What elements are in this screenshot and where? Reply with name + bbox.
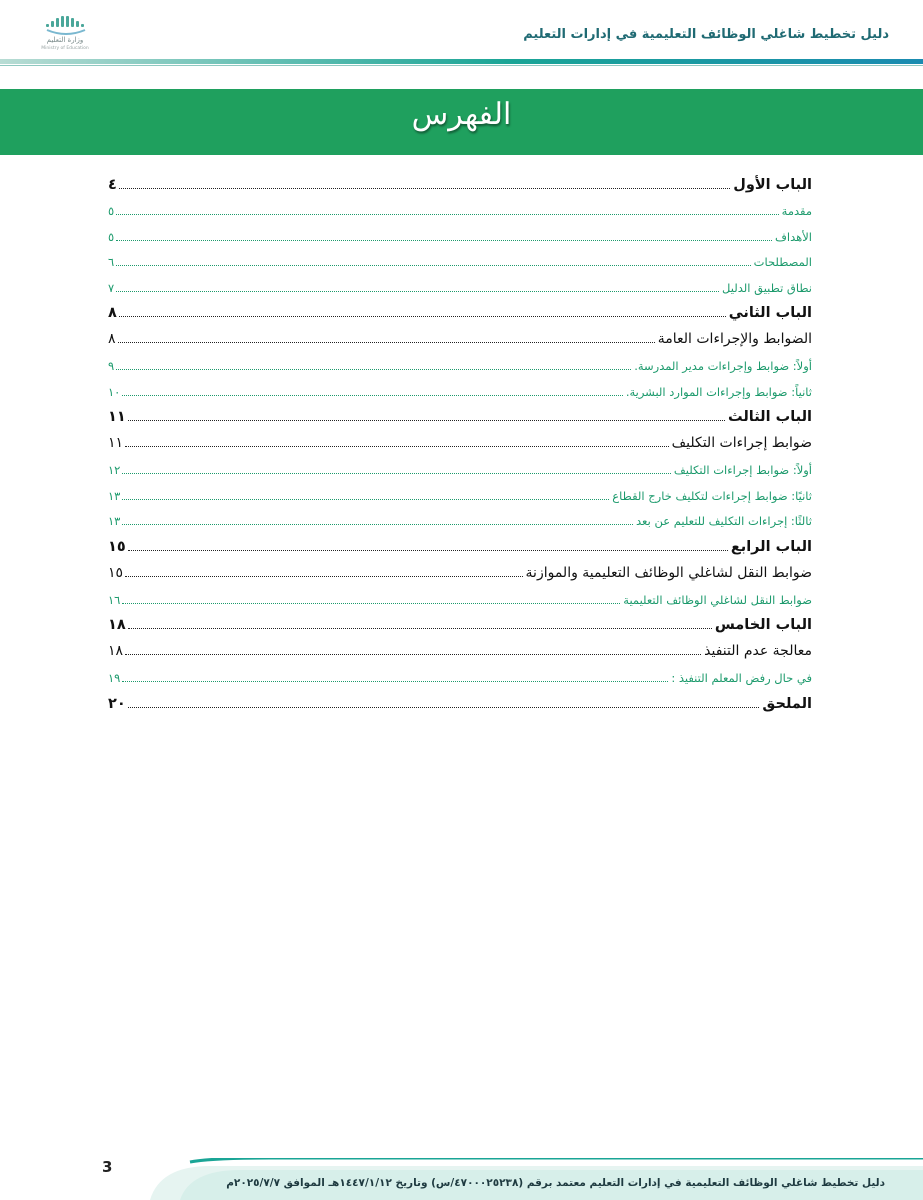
toc-entry[interactable] xyxy=(108,563,812,590)
toc-entry-label: ثانيًا: ضوابط إجراءات لتكليف خارج القطاع xyxy=(612,488,812,503)
toc-entry[interactable] xyxy=(108,303,812,329)
toc-entry-page: ١٥ xyxy=(108,538,126,555)
toc-entry-page: ١٨ xyxy=(108,617,126,633)
toc-entry-page: ١٣ xyxy=(108,488,121,503)
toc-dot-leader xyxy=(128,707,760,708)
toc-dot-leader xyxy=(128,420,725,421)
toc-entry-label: مقدمة xyxy=(781,204,812,218)
toc-entry-page: ١٠ xyxy=(108,384,121,399)
toc-entry-label: الباب الثاني xyxy=(728,305,812,321)
toc-dot-leader xyxy=(122,603,620,604)
toc-entry[interactable] xyxy=(108,201,812,227)
toc-entry[interactable] xyxy=(108,668,812,694)
toc-entry-page: ٩ xyxy=(108,359,115,373)
page-header xyxy=(0,0,923,68)
toc-dot-leader xyxy=(128,550,728,551)
toc-entry[interactable] xyxy=(108,511,812,537)
toc-dot-leader xyxy=(116,291,719,292)
toc-dot-leader xyxy=(122,681,668,682)
toc-entry[interactable] xyxy=(108,252,812,278)
toc-entry[interactable] xyxy=(108,460,812,486)
toc-entry-label: نطاق تطبيق الدليل xyxy=(722,280,812,295)
ministry-logo-icon xyxy=(44,14,88,36)
toc-entry-page: ٨ xyxy=(108,331,116,347)
toc-entry-page: ٧ xyxy=(108,280,115,295)
toc-entry[interactable] xyxy=(108,278,812,304)
toc-dot-leader xyxy=(122,473,671,474)
toc-entry[interactable] xyxy=(108,407,812,433)
toc-entry-page: ١٣ xyxy=(108,514,121,528)
toc-entry-page: ٨ xyxy=(108,305,117,321)
toc-entry-label: المصطلحات xyxy=(753,255,812,269)
toc-dot-leader xyxy=(119,188,730,189)
toc-entry-label: في حال رفض المعلم التنفيذ : xyxy=(671,671,812,685)
toc-entry-page: ١٥ xyxy=(108,564,124,581)
toc-entry-label: أولاً: ضوابط إجراءات التكليف xyxy=(673,463,812,477)
toc-entry-label: الباب الخامس xyxy=(714,617,812,633)
header-divider xyxy=(0,59,923,64)
toc-entry-page: ١٦ xyxy=(108,592,121,607)
toc-dot-leader xyxy=(116,369,631,370)
toc-entry-label: الباب الأول xyxy=(733,177,812,193)
toc-entry[interactable] xyxy=(108,329,812,356)
toc-entry-label: ضوابط إجراءات التكليف xyxy=(671,435,812,451)
toc-dot-leader xyxy=(118,342,655,343)
document-title: دليل تخطيط شاغلي الوظائف التعليمية في إدارات التعليم xyxy=(523,27,889,42)
toc-entry-label: الأهداف xyxy=(775,229,812,244)
toc-entry[interactable] xyxy=(108,356,812,382)
toc-entry-page: ١٢ xyxy=(108,463,121,477)
toc-entry-page: ٦ xyxy=(108,255,115,269)
toc-entry-label: معالجة عدم التنفيذ xyxy=(704,643,812,659)
toc-dot-leader xyxy=(125,446,669,447)
toc-dot-leader xyxy=(119,316,726,317)
toc-entry[interactable] xyxy=(108,227,812,253)
toc-entry[interactable] xyxy=(108,537,812,563)
toc-dot-leader xyxy=(122,524,633,525)
toc-dot-leader xyxy=(128,628,712,629)
toc-entry-page: ١٩ xyxy=(108,671,121,685)
toc-entry-label: الضوابط والإجراءات العامة xyxy=(657,331,812,347)
index-banner xyxy=(0,89,923,155)
toc-entry-label: ضوابط النقل لشاغلي الوظائف التعليمية xyxy=(623,592,812,607)
toc-dot-leader xyxy=(125,576,523,577)
toc-entry[interactable] xyxy=(108,486,812,512)
toc-entry-page: ٥ xyxy=(108,204,115,218)
toc-entry-page: ١١ xyxy=(108,409,126,425)
toc-dot-leader xyxy=(122,499,609,500)
toc-entry-label: ضوابط النقل لشاغلي الوظائف التعليمية والموازنة xyxy=(525,564,812,581)
toc-entry[interactable] xyxy=(108,590,812,616)
logo-english-text: Ministry of Education xyxy=(41,46,89,51)
toc-dot-leader xyxy=(122,395,622,396)
approval-note: دليل تخطيط شاغلي الوظائف التعليمية في إدارات التعليم معتمد برقم (٤٧٠٠٠٢٥٢٣٨/س) وتاريخ ١٤٤٧/١/١٢هـ الموافق ٢٠٢٥/٧/٧م xyxy=(226,1177,885,1189)
toc-dot-leader xyxy=(116,265,750,266)
toc-entry[interactable] xyxy=(108,382,812,408)
toc-entry[interactable] xyxy=(108,175,812,201)
toc-entry-label: ثانياً: ضوابط وإجراءات الموارد البشرية. xyxy=(625,384,812,399)
toc-entry-page: ٢٠ xyxy=(108,695,126,712)
toc-entry-label: الباب الرابع xyxy=(730,538,812,555)
ministry-logo xyxy=(30,12,100,54)
toc-entry-label: الملحق xyxy=(762,695,812,712)
toc-dot-leader xyxy=(116,240,772,241)
toc-entry-label: أولاً: ضوابط وإجراءات مدير المدرسة. xyxy=(634,359,812,373)
toc-dot-leader xyxy=(125,654,701,655)
page-number: 3 xyxy=(102,1158,113,1176)
header-divider-thin xyxy=(0,65,923,66)
logo-arabic-text: وزارة التعليم xyxy=(46,36,84,44)
toc-entry-label: ثالثًا: إجراءات التكليف للتعليم عن بعد xyxy=(636,514,812,528)
toc-entry-page: ١٨ xyxy=(108,643,124,659)
toc-entry[interactable] xyxy=(108,433,812,460)
toc-entry-label: الباب الثالث xyxy=(728,409,812,425)
table-of-contents xyxy=(108,175,812,720)
toc-entry[interactable] xyxy=(108,694,812,720)
toc-entry-page: ٥ xyxy=(108,229,115,244)
index-title: الفهرس xyxy=(411,97,512,132)
toc-entry[interactable] xyxy=(108,615,812,641)
toc-entry-page: ١١ xyxy=(108,435,124,451)
toc-entry[interactable] xyxy=(108,641,812,668)
toc-dot-leader xyxy=(116,214,778,215)
toc-entry-page: ٤ xyxy=(108,177,117,193)
